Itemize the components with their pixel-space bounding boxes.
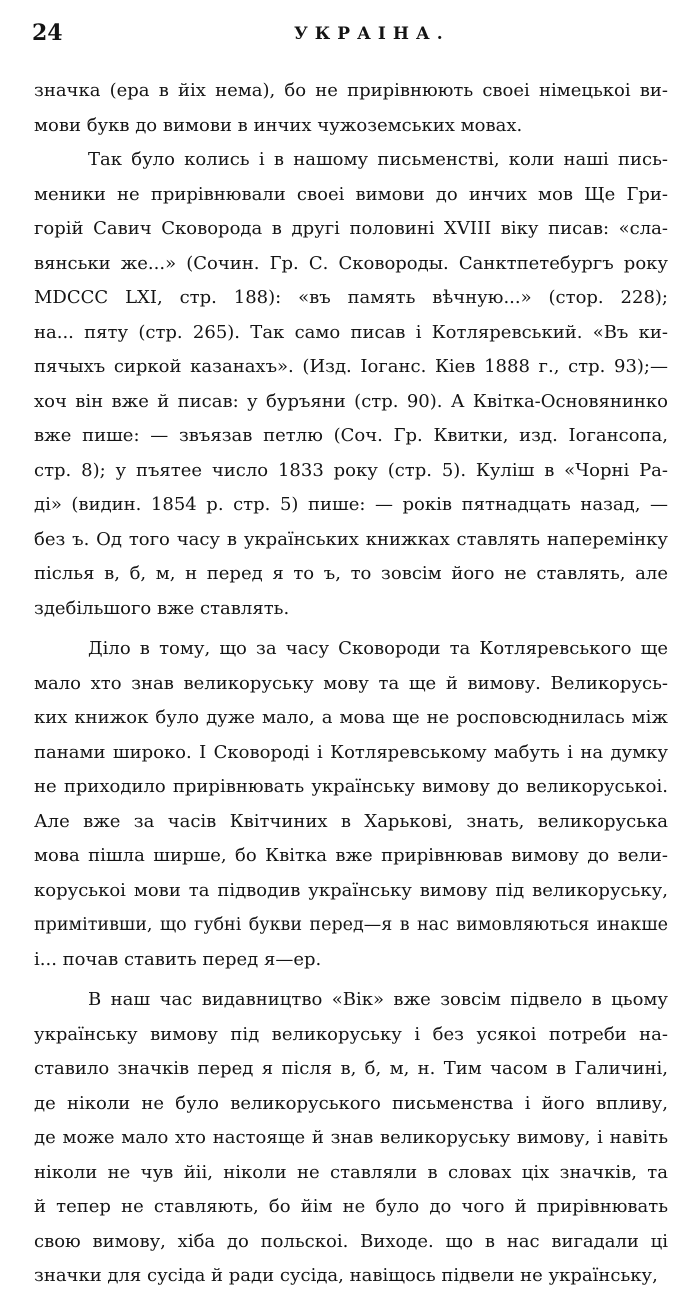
- text-line: ких книжок було дуже мало, а мова ще не росповсюднилась між: [34, 707, 668, 728]
- text-line: свою вимову, хіба до польскоі. Виходе. що в нас вигадали ці: [34, 1230, 668, 1252]
- text-line: українську вимову під великоруську і без усякоі потреби на-: [34, 1023, 668, 1045]
- running-title: УКРАІНА.: [294, 24, 450, 44]
- page-header: [32, 14, 670, 54]
- text-line: MDCCC LXI, стр. 188): «въ память вѣчную...» (стор. 228);: [34, 287, 668, 308]
- text-line: значки для сусіда й ради сусіда, навіщось підвели не українську,: [34, 1265, 658, 1286]
- paragraph: [34, 143, 668, 626]
- text-line: післья в, б, м, н перед я то ъ, то зовсім його не ставлять, але: [34, 563, 668, 584]
- page-number: 24: [32, 20, 63, 46]
- text-line: стр. 8); у пъятее число 1833 року (стр. 5). Куліш в «Чорні Ра-: [34, 459, 668, 481]
- text-line: значка (ера в йіх нема), бо не прирівнюють своеі німецькоі ви-: [34, 80, 668, 101]
- paragraph: [34, 632, 668, 977]
- text-line: Але вже за часів Квітчиних в Харькові, знать, великоруська: [34, 810, 668, 832]
- text-line: Так було колись і в нашому письменстві, коли наші пись-: [88, 149, 668, 170]
- text-line: панами широко. І Сковороді і Котляревському мабуть і на думку: [34, 741, 668, 763]
- text-line: мало хто знав великоруську мову та ще й вимову. Великорусь-: [34, 672, 668, 694]
- text-line: ді» (видин. 1854 р. стр. 5) пише: — років пятнадцать назад, —: [34, 494, 668, 515]
- text-line: де може мало хто настояще й знав великоруську вимову, і навіть: [34, 1127, 668, 1148]
- text-line: і... почав ставить перед я—ер.: [34, 948, 322, 970]
- paragraph: [34, 983, 668, 1294]
- text-line: мови букв до вимови в инчих чужоземських мовах.: [34, 114, 523, 136]
- text-line: ставило значків перед я після в, б, м, н. Тим часом в Галичині,: [34, 1058, 668, 1079]
- paragraph: [34, 74, 668, 143]
- text-line: не приходило прирівнювать українську вимову до великоруськоі.: [34, 776, 668, 797]
- text-line: ніколи не чув йіі, ніколи не ставляли в словах ціх значків, та: [34, 1161, 668, 1183]
- body-text: [34, 74, 668, 1294]
- text-line: здебільшого вже ставлять.: [34, 597, 290, 619]
- text-line: на... пяту (стр. 265). Так само писав і Котляревський. «Въ ки-: [34, 321, 668, 343]
- text-line: горій Савич Сковорода в другі половині XVIII віку писав: «сла-: [34, 218, 668, 239]
- text-line: де ніколи не було великоруського письменства і його впливу,: [34, 1092, 668, 1114]
- text-line: меники не прирівнювали своеі вимови до инчих мов Ще Гри-: [34, 183, 668, 205]
- text-line: без ъ. Од того часу в українських книжках ставлять наперемінку: [34, 528, 668, 550]
- text-line: Діло в тому, що за часу Сковороди та Котляревського ще: [88, 638, 668, 659]
- text-line: хоч він вже й писав: у буръяни (стр. 90). А Квітка-Основянинко: [34, 390, 668, 412]
- text-line: вянськи же...» (Сочин. Гр. С. Сковороды. Санктпетебургъ року: [34, 252, 668, 274]
- text-line: мова пішла ширше, бо Квітка вже прирівнював вимову до вели-: [34, 845, 668, 866]
- text-line: примітивши, що губні букви перед—я в нас вимовляються инакше: [34, 915, 668, 935]
- text-line: й тепер не ставляють, бо йім не було до чого й прирівнювать: [34, 1196, 668, 1217]
- text-line: пячыхъ сиркой казанахъ». (Изд. Іоганс. Кіев 1888 г., стр. 93);—: [34, 356, 668, 377]
- text-line: коруськоі мови та підводив українську вимову під великоруську,: [34, 879, 668, 901]
- text-line: В наш час видавництво «Вік» вже зовсім підвело в цьому: [88, 989, 668, 1010]
- text-line: вже пише: — звъязав петлю (Соч. Гр. Квитки, изд. Іогансопа,: [34, 425, 668, 446]
